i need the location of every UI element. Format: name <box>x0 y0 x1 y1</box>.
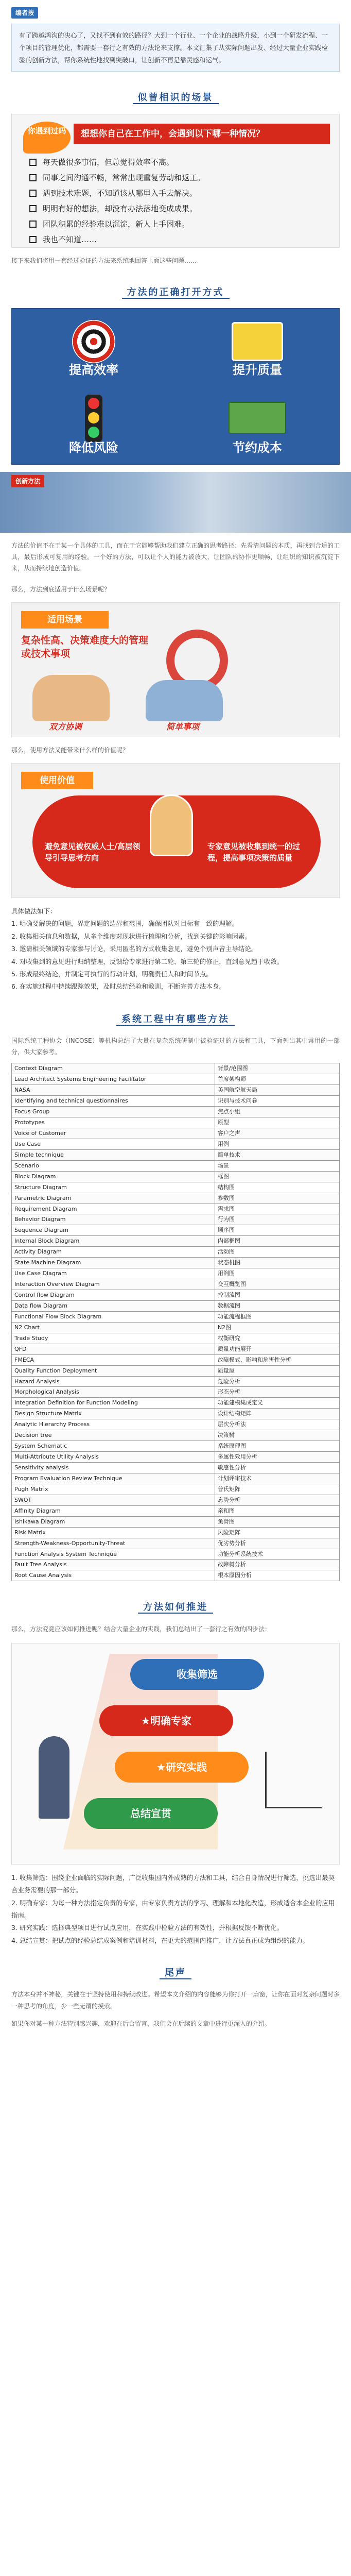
table-row <box>12 1560 340 1570</box>
method-chinese-cell: 背景/范围图 <box>215 1063 339 1074</box>
method-chinese-cell: 权衡研究 <box>215 1333 339 1344</box>
table-row <box>12 1538 340 1549</box>
list-item: 2. 收集相关信息和数据，从多个维度对现状进行梳理和分析，找到关键的影响因素。 <box>11 932 251 940</box>
table-row <box>12 1182 340 1193</box>
method-english-cell: Sequence Diagram <box>12 1225 215 1236</box>
table-row <box>12 1430 340 1441</box>
method-english-cell: Trade Study <box>12 1333 215 1344</box>
method-english-cell: Lead Architect Systems Engineering Facilitator <box>12 1074 215 1085</box>
howto-paragraph: 那么，方法究竟应该如何推进呢？结合大量企业的实践，我们总结出了一套行之有效的四步法： <box>11 1625 271 1633</box>
simple-task-illustration <box>146 680 223 721</box>
section-title-system-engineering: 系统工程中有哪些方法 <box>0 1011 351 1028</box>
step-summarize: 总结宣贯 <box>84 1798 218 1829</box>
method-english-cell: Data flow Diagram <box>12 1300 215 1311</box>
value-slide <box>11 763 340 898</box>
method-chinese-cell: 形态分析 <box>215 1387 339 1398</box>
method-english-cell: Quality Function Deployment <box>12 1365 215 1376</box>
method-english-cell: Design Structure Matrix <box>12 1409 215 1419</box>
list-item: 3. 研究实践：选择典型项目进行试点应用，在实践中检验方法的有效性，并根据反馈不断优化。 <box>11 1924 284 1932</box>
traffic-light-icon <box>85 395 102 442</box>
method-english-cell: State Machine Diagram <box>12 1258 215 1268</box>
method-english-cell: Affinity Diagram <box>12 1505 215 1516</box>
table-row <box>12 1139 340 1149</box>
method-english-cell: Context Diagram <box>12 1063 215 1074</box>
thumbs-up-figure-icon <box>150 794 193 856</box>
method-chinese-cell: 交互概览图 <box>215 1279 339 1290</box>
method-chinese-cell: 计划评审技术 <box>215 1473 339 1484</box>
method-chinese-cell: 场景 <box>215 1160 339 1171</box>
method-chinese-cell: 状态机图 <box>215 1258 339 1268</box>
checkbox-icon <box>29 159 37 166</box>
method-chinese-cell: 功能分析系统技术 <box>215 1549 339 1560</box>
steps-list-title: 具体做法如下： <box>11 907 57 916</box>
method-chinese-cell: 简单技术 <box>215 1149 339 1160</box>
method-chinese-cell: 原型 <box>215 1117 339 1128</box>
method-english-cell: Focus Group <box>12 1107 215 1117</box>
list-item: 5. 形成最终结论，并制定可执行的行动计划，明确责任人和时间节点。 <box>11 970 213 978</box>
method-english-cell: Program Evaluation Review Technique <box>12 1473 215 1484</box>
method-chinese-cell: 用例图 <box>215 1268 339 1279</box>
method-english-cell: QFD <box>12 1344 215 1354</box>
scene-slide-title: 适用场景 <box>21 611 109 629</box>
method-chinese-cell: 行为图 <box>215 1214 339 1225</box>
table-row <box>12 1516 340 1527</box>
method-english-cell: Use Case <box>12 1139 215 1149</box>
benefit-cost: 节约成本 <box>176 386 339 464</box>
method-chinese-cell: 故障模式、影响和危害性分析 <box>215 1354 339 1365</box>
method-english-cell: NASA <box>12 1085 215 1096</box>
method-english-cell: Interaction Overview Diagram <box>12 1279 215 1290</box>
method-chinese-cell: 危险分析 <box>215 1376 339 1387</box>
method-chinese-cell: 鱼骨图 <box>215 1516 339 1527</box>
checkbox-icon <box>29 205 37 212</box>
table-row <box>12 1452 340 1463</box>
method-english-cell: Pugh Matrix <box>12 1484 215 1495</box>
method-english-cell: SWOT <box>12 1495 215 1505</box>
method-english-cell: Requirement Diagram <box>12 1204 215 1214</box>
method-english-cell: Function Analysis System Technique <box>12 1549 215 1560</box>
table-intro: 国际系统工程协会（INCOSE）等机构总结了大量在复杂系统研制中被验证过的方法和工具，下面列出其中常用的一部分，供大家参考。 <box>11 1037 340 1056</box>
methods-table <box>11 1063 340 1581</box>
banner-label: 创新方法 <box>11 475 44 487</box>
method-english-cell: Structure Diagram <box>12 1182 215 1193</box>
method-chinese-cell: 态势分析 <box>215 1495 339 1505</box>
section-title-epilogue: 尾声 <box>0 1964 351 1981</box>
method-chinese-cell: 故障树分析 <box>215 1560 339 1570</box>
table-row <box>12 1171 340 1182</box>
value-point-1: 避免意见被权威人士/高层领导引导思考方向 <box>45 842 141 863</box>
method-english-cell: Root Cause Analysis <box>12 1570 215 1581</box>
handshake-illustration <box>32 675 110 721</box>
method-chinese-cell: 质量屋 <box>215 1365 339 1376</box>
dartboard-icon <box>72 320 115 363</box>
table-row <box>12 1398 340 1409</box>
method-english-cell: FMECA <box>12 1354 215 1365</box>
method-chinese-cell: 敏感性分析 <box>215 1463 339 1473</box>
method-chinese-cell: 数据流图 <box>215 1300 339 1311</box>
method-english-cell: Analytic Hierarchy Process <box>12 1419 215 1430</box>
method-chinese-cell: 普氏矩阵 <box>215 1484 339 1495</box>
list-item: 6. 在实施过程中持续跟踪效果，及时总结经验和教训，不断完善方法本身。 <box>11 982 225 991</box>
method-english-cell: Block Diagram <box>12 1171 215 1182</box>
table-row <box>12 1063 340 1074</box>
section-title-how-to: 方法如何推进 <box>0 1599 351 1616</box>
scene-caption-coordination: 双方协调 <box>49 721 82 732</box>
method-chinese-cell: 功能流程框图 <box>215 1311 339 1322</box>
scene-caption-simple: 简单事项 <box>166 721 200 732</box>
table-row <box>12 1463 340 1473</box>
speaker-figure-icon <box>39 1736 69 1819</box>
table-row <box>12 1505 340 1516</box>
method-chinese-cell: 用例 <box>215 1139 339 1149</box>
applicable-scene-slide <box>11 602 340 737</box>
table-row <box>12 1473 340 1484</box>
table-row <box>12 1333 340 1344</box>
method-english-cell: Strength-Weakness-Opportunity-Threat <box>12 1538 215 1549</box>
table-row <box>12 1225 340 1236</box>
table-row <box>12 1322 340 1333</box>
table-row <box>12 1096 340 1107</box>
method-chinese-cell: 识别与技术问卷 <box>215 1096 339 1107</box>
method-chinese-cell: 首席架构师 <box>215 1074 339 1085</box>
value-question: 那么，使用方法又能带来什么样的价值呢？ <box>11 746 129 754</box>
table-row <box>12 1236 340 1247</box>
section-title-methods: 方法的正确打开方式 <box>0 284 351 301</box>
method-english-cell: Integration Definition for Function Modeling <box>12 1398 215 1409</box>
method-english-cell: Behavior Diagram <box>12 1214 215 1225</box>
method-chinese-cell: 风险矩阵 <box>215 1527 339 1538</box>
table-row <box>12 1128 340 1139</box>
epilogue-paragraph-1: 方法本身并不神秘，关键在于坚持使用和持续改进。希望本文介绍的内容能够为你打开一扇窗，让你在面对复杂问题时多一种思考的角度，少一些无谓的摸索。 <box>11 1991 340 2010</box>
table-row <box>12 1441 340 1452</box>
method-english-cell: Prototypes <box>12 1117 215 1128</box>
benefit-risk: 降低风险 <box>12 386 176 464</box>
method-chinese-cell: 亲和图 <box>215 1505 339 1516</box>
method-english-cell: Morphological Analysis <box>12 1387 215 1398</box>
list-item: 2. 明确专家：为每一种方法指定负责的专家，由专家负责方法的学习、理解和本地化改造，形成适合本企业的应用指南。 <box>11 1899 335 1919</box>
benefit-efficiency: 提高效率 <box>12 309 176 386</box>
table-row <box>12 1107 340 1117</box>
method-english-cell: Decision tree <box>12 1430 215 1441</box>
method-english-cell: Risk Matrix <box>12 1527 215 1538</box>
scenario-item: 同事之间沟通不畅，常常出现重复劳动和返工。 <box>29 170 327 185</box>
table-row <box>12 1149 340 1160</box>
table-row <box>12 1409 340 1419</box>
table-row <box>12 1117 340 1128</box>
checkbox-icon <box>29 221 37 228</box>
method-chinese-cell: 结构图 <box>215 1182 339 1193</box>
checkbox-icon <box>29 236 37 243</box>
list-item: 4. 对收集到的意见进行归纳整理，反馈给专家进行第二轮、第三轮的修正，直到意见趋于收敛。 <box>11 957 284 965</box>
process-slide <box>11 1643 340 1865</box>
table-row <box>12 1344 340 1354</box>
process-notes <box>11 1872 340 1947</box>
epilogue-paragraph-2: 如果你对某一种方法特别感兴趣，欢迎在后台留言，我们会在后续的文章中进行更深入的介绍。 <box>11 2020 271 2027</box>
step-practice: ★研究实践 <box>115 1752 249 1783</box>
banner-image <box>0 472 351 533</box>
table-row <box>12 1193 340 1204</box>
method-chinese-cell: 控制流图 <box>215 1290 339 1301</box>
methods-paragraph: 方法的价值不在于某一个具体的工具，而在于它能够帮助我们建立正确的思考路径：先看清问题的本质，再找到合适的工具，最后形成可复用的经验。一个好的方法，可以让个人的能力被放大，让团队的协作更顺畅，让组织的知识被沉淀下来，从而持续地创造价值。 <box>11 542 340 572</box>
scenario-caption: 接下来我们将用一套经过验证的方法来系统地回答上面这些问题…… <box>11 257 197 264</box>
intro-box: 有了跨越鸿沟的决心了，又找不到有效的路径？大到一个行业、一个企业的战略升级，小到一个研发流程、一个项目的管理优化，都需要一套行之有效的方法论来支撑。本文汇集了从实际问题出发、经过大量企业实践检验的创新方法，帮你系统性地找到突破口，让创新不再是靠灵感和运气。 <box>11 24 340 72</box>
list-item: 3. 邀请相关领域的专家参与讨论，采用匿名的方式收集意见，避免个别声音主导结论。 <box>11 945 258 953</box>
list-item: 1. 明确要解决的问题，界定问题的边界和范围，确保团队对目标有一致的理解。 <box>11 920 238 928</box>
method-chinese-cell: N2图 <box>215 1322 339 1333</box>
table-row <box>12 1376 340 1387</box>
benefit-quality: 提升质量 <box>176 309 339 386</box>
table-row <box>12 1365 340 1376</box>
scenario-item: 团队积累的经验难以沉淀，新人上手困难。 <box>29 216 327 232</box>
benefits-slide <box>11 308 340 465</box>
method-chinese-cell: 需求图 <box>215 1204 339 1214</box>
step-collect: 收集筛选 <box>130 1659 264 1690</box>
method-chinese-cell: 设计结构矩阵 <box>215 1409 339 1419</box>
method-chinese-cell: 决策树 <box>215 1430 339 1441</box>
method-english-cell: Identifying and technical questionnaires <box>12 1096 215 1107</box>
list-item: 4. 总结宣贯：把试点的经验总结成案例和培训材料，在更大的范围内推广，让方法真正成为组织的能力。 <box>11 1936 309 1944</box>
table-row <box>12 1074 340 1085</box>
scene-slide-headline: 复杂性高、决策难度大的管理或技术事项 <box>21 634 149 659</box>
table-row <box>12 1484 340 1495</box>
table-row <box>12 1300 340 1311</box>
scenario-slide <box>11 114 340 248</box>
table-row <box>12 1247 340 1258</box>
section-title-scenarios: 似曾相识的场景 <box>0 89 351 106</box>
method-chinese-cell: 内部框图 <box>215 1236 339 1247</box>
method-chinese-cell: 框图 <box>215 1171 339 1182</box>
method-english-cell: Hazard Analysis <box>12 1376 215 1387</box>
value-point-2: 专家意见被收集到统一的过程，提高事项决策的质量 <box>207 842 301 863</box>
method-english-cell: Scenario <box>12 1160 215 1171</box>
steps-list <box>11 905 340 993</box>
method-english-cell: Ishikawa Diagram <box>12 1516 215 1527</box>
table-row <box>12 1214 340 1225</box>
table-row <box>12 1204 340 1214</box>
method-english-cell: Multi-Attribute Utility Analysis <box>12 1452 215 1463</box>
table-row <box>12 1279 340 1290</box>
method-chinese-cell: 活动图 <box>215 1247 339 1258</box>
table-row <box>12 1085 340 1096</box>
method-english-cell: Internal Block Diagram <box>12 1236 215 1247</box>
scene-question: 那么，方法到底适用于什么场景呢？ <box>11 585 111 593</box>
method-english-cell: N2 Chart <box>12 1322 215 1333</box>
table-row <box>12 1354 340 1365</box>
method-english-cell: Sensitivity analysis <box>12 1463 215 1473</box>
growth-chart-icon <box>265 1752 322 1808</box>
method-chinese-cell: 根本原因分析 <box>215 1570 339 1581</box>
checkbox-icon <box>29 190 37 197</box>
method-english-cell: System Schematic <box>12 1441 215 1452</box>
method-chinese-cell: 多属性效用分析 <box>215 1452 339 1463</box>
scenario-item: 每天做很多事情，但总觉得效率不高。 <box>29 155 327 170</box>
step-experts: ★明确专家 <box>99 1705 233 1736</box>
scenario-item: 我也不知道…… <box>29 232 327 247</box>
scenario-item: 遇到技术难题，不知道该从哪里入手去解决。 <box>29 185 327 201</box>
method-chinese-cell: 层次分析法 <box>215 1419 339 1430</box>
table-row <box>12 1549 340 1560</box>
table-row <box>12 1160 340 1171</box>
scenario-list <box>29 155 327 247</box>
scenario-question: 想想你自己在工作中，会遇到以下哪一种情况？ <box>74 124 330 144</box>
scenario-item: 明明有好的想法，却没有办法落地变成成果。 <box>29 201 327 216</box>
method-english-cell: Parametric Diagram <box>12 1193 215 1204</box>
table-row <box>12 1387 340 1398</box>
method-chinese-cell: 功能建模集成定义 <box>215 1398 339 1409</box>
list-item: 1. 收集筛选：围绕企业面临的实际问题，广泛收集国内外成熟的方法和工具，结合自身情况进行筛选，挑选出最契合业务需要的那一部分。 <box>11 1873 335 1894</box>
money-icon <box>229 402 286 434</box>
quality-badge-icon <box>232 322 283 361</box>
method-chinese-cell: 美国航空航天局 <box>215 1085 339 1096</box>
table-row <box>12 1419 340 1430</box>
value-slide-title: 使用价值 <box>21 772 93 789</box>
method-chinese-cell: 参数图 <box>215 1193 339 1204</box>
checkbox-icon <box>29 174 37 181</box>
editor-note-tag: 编者按 <box>11 7 38 19</box>
method-chinese-cell: 质量功能展开 <box>215 1344 339 1354</box>
method-chinese-cell: 系统原理图 <box>215 1441 339 1452</box>
table-row <box>12 1570 340 1581</box>
table-row <box>12 1258 340 1268</box>
table-row <box>12 1495 340 1505</box>
table-row <box>12 1527 340 1538</box>
table-row <box>12 1290 340 1301</box>
method-english-cell: Simple technique <box>12 1149 215 1160</box>
method-english-cell: Control flow Diagram <box>12 1290 215 1301</box>
bubble-text: 你遇到过吗 <box>27 126 66 135</box>
method-chinese-cell: 焦点小组 <box>215 1107 339 1117</box>
method-chinese-cell: 顺序图 <box>215 1225 339 1236</box>
method-english-cell: Use Case Diagram <box>12 1268 215 1279</box>
method-english-cell: Functional Flow Block Diagram <box>12 1311 215 1322</box>
method-english-cell: Voice of Customer <box>12 1128 215 1139</box>
method-chinese-cell: 客户之声 <box>215 1128 339 1139</box>
table-row <box>12 1311 340 1322</box>
table-row <box>12 1268 340 1279</box>
method-chinese-cell: 优劣势分析 <box>215 1538 339 1549</box>
method-english-cell: Fault Tree Analysis <box>12 1560 215 1570</box>
method-english-cell: Activity Diagram <box>12 1247 215 1258</box>
